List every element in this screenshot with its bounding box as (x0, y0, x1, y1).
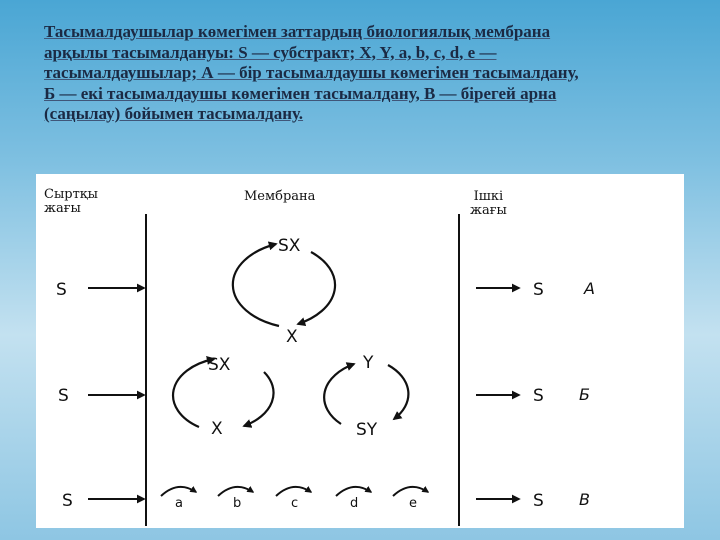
caption (44, 22, 684, 125)
channel-arc-d (336, 487, 371, 496)
outside-label-line-1: Сыртқы (44, 187, 99, 202)
caption-line-3: тасымалдаушылар; А — бір тасымалдаушы көмегімен тасымалдану, (44, 63, 579, 82)
row-b-right-carrier-bottom: SY (356, 420, 378, 440)
row-a-cycle-right (298, 252, 335, 324)
channel-label-e: e (409, 496, 417, 511)
inside-label-line-1: Ішкі (473, 189, 504, 204)
row-b-right-cycle-right (388, 365, 408, 419)
row-b-label: Б (579, 385, 590, 404)
row-v-label: В (579, 490, 590, 509)
caption-line-1: Тасымалдаушылар көмегімен заттардың биологиялық мембрана (44, 22, 551, 41)
row-a-carrier-top: SX (278, 236, 301, 256)
row-b-s-right: S (533, 386, 544, 406)
caption-line-4: Б — екі тасымалдаушы көмегімен тасымалдану, В — бірегей арна (44, 83, 557, 103)
channel-arc-b (218, 487, 253, 496)
row-a-label: А (584, 279, 595, 298)
channel-arc-e (393, 487, 428, 496)
diagram-panel (36, 174, 684, 528)
row-b-left-carrier-bottom: X (211, 419, 223, 439)
caption-line-5: (саңылау) бойымен тасымалдану. (44, 104, 304, 123)
row-v-s-left: S (62, 491, 73, 511)
row-a-cycle-left (233, 244, 279, 326)
channel-arc-c (276, 487, 311, 496)
row-v-s-right: S (533, 491, 544, 511)
row-b-right-cycle-left (324, 364, 354, 424)
inside-label (470, 190, 507, 218)
membrane-label: Мембрана (244, 189, 316, 204)
row-b-left-carrier-top: SX (208, 355, 231, 375)
row-b-left-cycle-right (244, 372, 274, 426)
row-a-carrier-bottom: X (286, 327, 298, 347)
transport-diagram (36, 174, 684, 528)
outside-label-line-2: жағы (44, 201, 81, 216)
channel-label-c: c (291, 496, 299, 511)
channel-label-a: a (175, 496, 183, 511)
inside-label-line-2: жағы (470, 203, 507, 218)
channel-label-b: b (233, 496, 242, 511)
row-a-s-left: S (56, 280, 67, 300)
row-b-s-left: S (58, 386, 69, 406)
channel-arc-a (161, 487, 196, 496)
caption-line-2: арқылы тасымалдануы: S — субстракт; X, Y, a, b, c, d, e — (44, 42, 497, 62)
channel-label-d: d (350, 496, 359, 511)
row-b-right-carrier-top: Y (363, 353, 374, 373)
outside-label (44, 188, 98, 216)
row-a-s-right: S (533, 280, 544, 300)
